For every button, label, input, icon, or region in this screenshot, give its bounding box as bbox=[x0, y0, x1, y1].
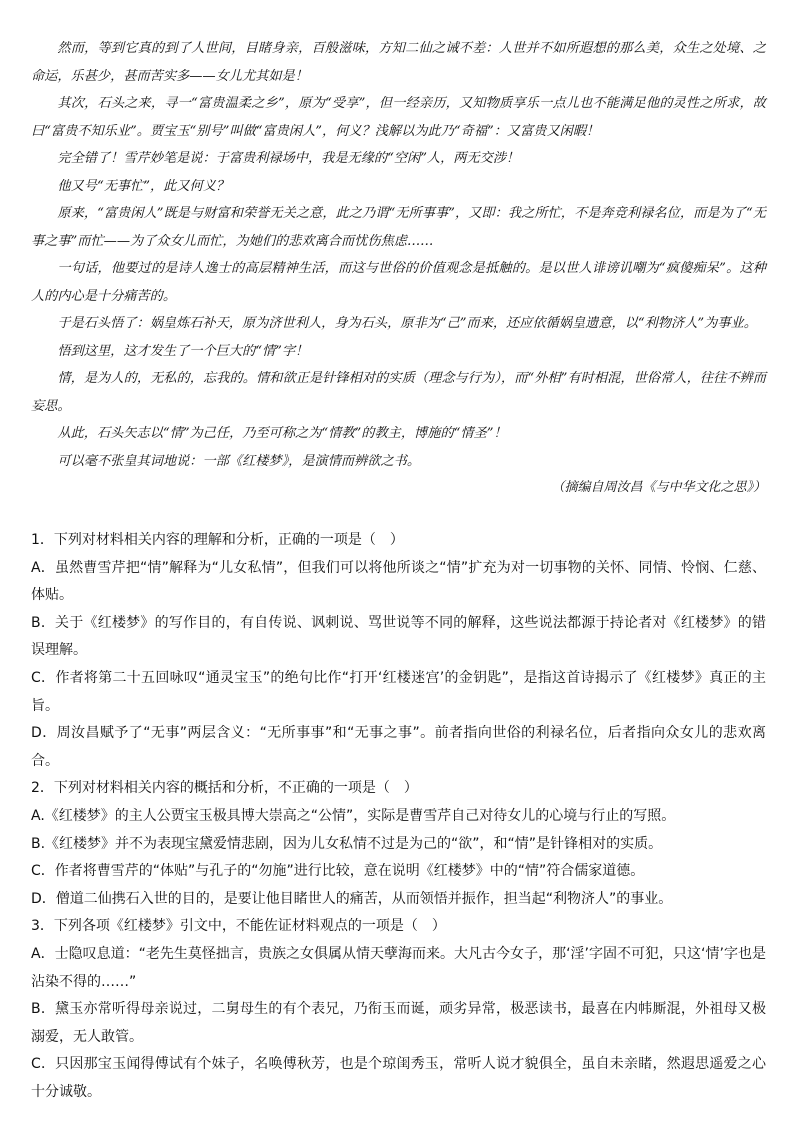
question-stem: 2．下列对材料相关内容的概括和分析，不正确的一项是（ ） bbox=[31, 780, 418, 797]
passage-paragraph: 于是石头悟了：娲皇炼石补天，原为济世利人，身为石头，原非为“己”而来，还应依循娲皇遗意，以“利物济人”为事业。 bbox=[57, 316, 757, 331]
question-option: D．僧道二仙携石入世的目的，是要让他目睹世人的痛苦，从而领悟并振作，担当起“利物济人”的事业。 bbox=[31, 890, 673, 907]
question-option: A．虽然曹雪芹把“情”解释为“儿女私情”，但我们可以将他所谈之“情”扩充为对一切事物的关怀、同情、怜悯、仁慈、体贴。 bbox=[31, 559, 766, 604]
question-stem: 1．下列对材料相关内容的理解和分析，正确的一项是（ ） bbox=[31, 532, 404, 548]
question-option: B．黛玉亦常听得母亲说过，二舅母生的有个表兄，乃衔玉而诞，顽劣异常，极恶读书，最喜在内帏厮混，外祖母又极溺爱，无人敢管。 bbox=[31, 1001, 766, 1045]
passage-paragraph: 可以毫不张皇其词地说：一部《红楼梦》，是演情而辨欲之书。 bbox=[57, 453, 421, 469]
question-option: C．作者将曹雪芹的“体贴”与孔子的“勿施”进行比较，意在说明《红楼梦》中的“情”符合儒家道德。 bbox=[31, 863, 645, 880]
question-option: D．周汝昌赋予了“无事”两层含义：“无所事事”和“无事之事”。前者指向世俗的利禄名位，后者指向众女儿的悲欢离合。 bbox=[31, 725, 766, 769]
passage-paragraph: 完全错了！雪芹妙笔是说：于富贵利禄场中，我是无缘的“空闲”人，两无交涉！ bbox=[57, 151, 520, 166]
question-option: A.《红楼梦》的主人公贾宝玉极具博大崇高之“公情”，实际是曹雪芹自己对待女儿的心境与行止的写照。 bbox=[31, 807, 676, 824]
question-option: B.《红楼梦》并不为表现宝黛爱情悲剧，因为儿女私情不过是为己的“欲”，和“情”是针锋相对的实质。 bbox=[31, 835, 663, 852]
passage-paragraph: 他又号“无事忙”，此又何义？ bbox=[57, 178, 230, 194]
passage-source: （摘编自周汝昌《与中华文化之思》） bbox=[551, 480, 766, 495]
question-option: A．士隐叹息道：“老先生莫怪拙言，贵族之女俱属从情天孽海而来。大凡古今女子，那‘淫’字固不可犯，只这‘情’字也是沾染不得的……” bbox=[31, 945, 766, 990]
passage-paragraph: 其次，石头之来，寻一“富贵温柔之乡”，原为“受享”，但一经亲历，又知物质享乐一点儿也不能满足他的灵性之所求，故曰“富贵不知乐业”。贾宝玉“别号”叫做“富贵闲人”，何义？浅解以为此乃“奇福”：又富贵又闲暇！ bbox=[31, 96, 766, 139]
passage-paragraph: 情，是为人的，无私的，忘我的。情和欲正是针锋相对的实质（理念与行为），而“外相”有时相混，世俗常人，往往不辨而妄思。 bbox=[31, 371, 766, 414]
passage-paragraph: 悟到这里，这才发生了一个巨大的“情”字！ bbox=[57, 343, 309, 359]
passage-paragraph: 原来，“富贵闲人”既是与财富和荣誉无关之意，此之乃谓“无所事事”，又即：我之所忙，不是奔竞利禄名位，而是为了“无事之事”而忙——为了众女儿而忙，为她们的悲欢离合而忧伤焦虑…… bbox=[31, 206, 766, 249]
reading-passage bbox=[31, 35, 766, 502]
question-option: C．只因那宝玉闻得傅试有个妹子，名唤傅秋芳，也是个琼闺秀玉，常听人说才貌俱全，虽自未亲睹，然遐思遥爱之心十分诚敬。 bbox=[31, 1056, 766, 1100]
passage-paragraph: 从此，石头矢志以“情”为己任，乃至可称之为“情教”的教主，博施的“情圣”！ bbox=[57, 426, 507, 441]
passage-paragraph: 一句话，他要过的是诗人逸士的高层精神生活，而这与世俗的价值观念是抵触的。是以世人诽谤讥嘲为“疯傻痴呆”。这种人的内心是十分痛苦的。 bbox=[31, 261, 766, 304]
passage-paragraph: 然而，等到它真的到了人世间，目睹身亲，百般滋味，方知二仙之诫不差：人世并不如所遐想的那么美，众生之处境、之命运，乐甚少，甚而苦实多——女儿尤其如是！ bbox=[31, 41, 766, 84]
question-stem: 3．下列各项《红楼梦》引文中，不能佐证材料观点的一项是（ ） bbox=[31, 918, 446, 935]
question-option: B．关于《红楼梦》的写作目的，有自传说、讽刺说、骂世说等不同的解释，这些说法都源于持论者对《红楼梦》的错误理解。 bbox=[31, 614, 766, 659]
question-section bbox=[31, 527, 766, 1106]
question-option: C．作者将第二十五回咏叹“通灵宝玉”的绝句比作“打开‘红楼迷宫’的金钥匙”，是指这首诗揭示了《红楼梦》真正的主旨。 bbox=[31, 669, 766, 714]
